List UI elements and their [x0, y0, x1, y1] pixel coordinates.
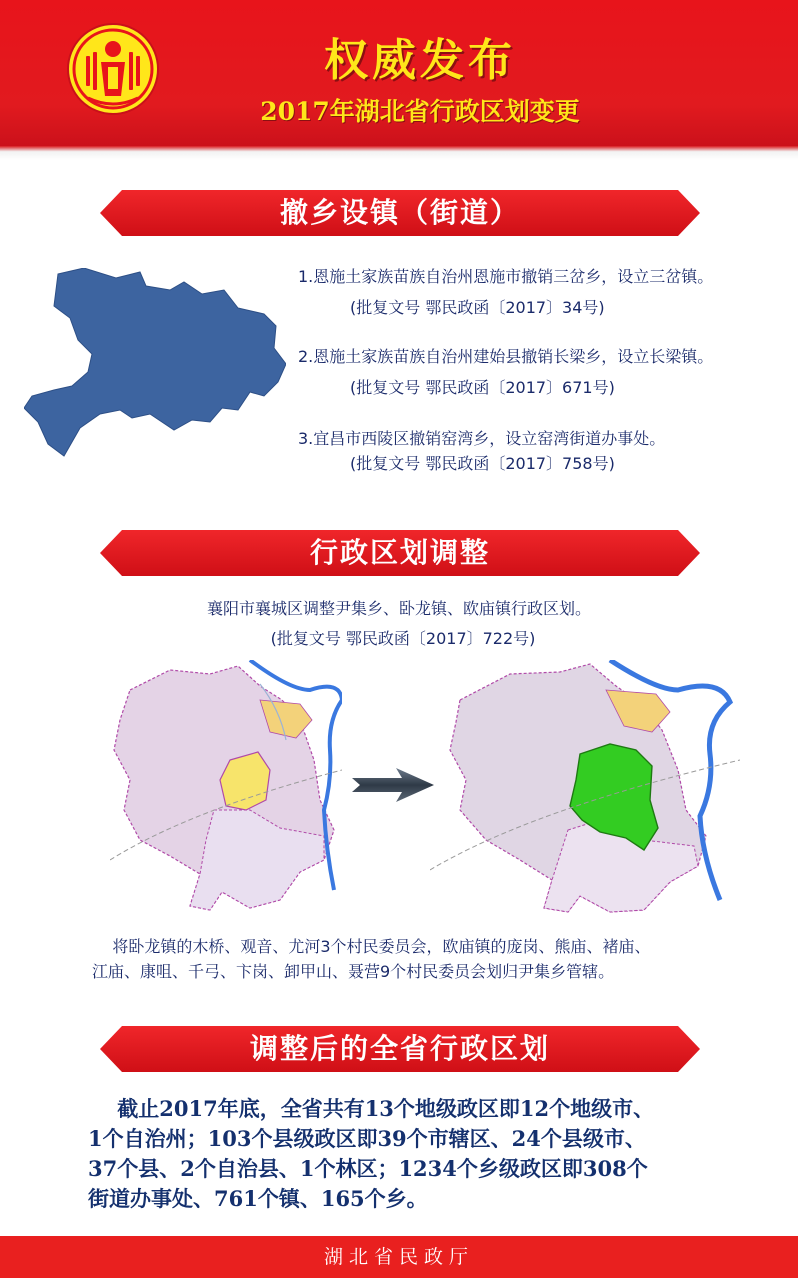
section2-heading: 行政区划调整 — [309, 536, 490, 569]
page-subtitle: 2017年湖北省行政区划变更 — [260, 97, 580, 126]
section3-heading: 调整后的全省行政区划 — [249, 1032, 550, 1065]
section3-banner — [100, 1026, 700, 1072]
item-text: 3.宜昌市西陵区撤销窑湾乡，设立窑湾街道办事处。 — [298, 429, 666, 448]
xiangcheng-map-before — [110, 660, 342, 915]
section1-heading: 撤乡设镇（街道） — [279, 196, 520, 229]
section2-banner — [100, 530, 700, 576]
civil-affairs-emblem-icon — [66, 22, 160, 116]
section3-summary — [88, 1094, 768, 1214]
xiangcheng-map-after — [430, 660, 740, 915]
section2-paragraph — [92, 934, 752, 984]
item-doc-number: (批复文号 鄂民政函〔2017〕758号) — [350, 454, 615, 473]
section2-doc-number: (批复文号 鄂民政函〔2017〕722号) — [270, 629, 536, 648]
paragraph-line: 江庙、康咀、千弓、卞岗、卸甲山、聂营9个村民委员会划归尹集乡管辖。 — [92, 962, 615, 981]
section2-intro: 襄阳市襄城区调整尹集乡、卧龙镇、欧庙镇行政区划。 — [206, 599, 591, 618]
summary-line: 街道办事处、761个镇、165个乡。 — [88, 1186, 428, 1211]
right-arrow-icon — [352, 768, 434, 802]
item-text: 2.恩施土家族苗族自治州建始县撤销长梁乡，设立长梁镇。 — [298, 347, 714, 366]
paragraph-line: 将卧龙镇的木桥、观音、尤河3个村民委员会，欧庙镇的庞岗、熊庙、褚庙、 — [92, 937, 651, 956]
section1-banner — [100, 190, 700, 236]
page-title: 权威发布 — [324, 35, 516, 86]
section1-item-1 — [298, 264, 713, 318]
section1-item-2 — [298, 344, 713, 398]
section1-item-3 — [298, 426, 665, 474]
item-doc-number: (批复文号 鄂民政函〔2017〕671号) — [350, 378, 615, 397]
summary-line: 截止2017年底，全省共有13个地级政区即12个地级市、 — [88, 1096, 655, 1121]
footer-publisher: 湖北省民政厅 — [0, 1236, 798, 1278]
summary-line: 1个自治州；103个县级政区即39个市辖区、24个县级市、 — [88, 1126, 646, 1151]
header — [0, 0, 798, 150]
summary-line: 37个县、2个自治县、1个林区；1234个乡级政区即308个 — [88, 1156, 648, 1181]
header-divider — [0, 146, 798, 160]
item-text: 1.恩施土家族苗族自治州恩施市撤销三岔乡，设立三岔镇。 — [298, 267, 714, 286]
hubei-province-map — [24, 268, 286, 458]
item-doc-number: (批复文号 鄂民政函〔2017〕34号) — [350, 298, 605, 317]
